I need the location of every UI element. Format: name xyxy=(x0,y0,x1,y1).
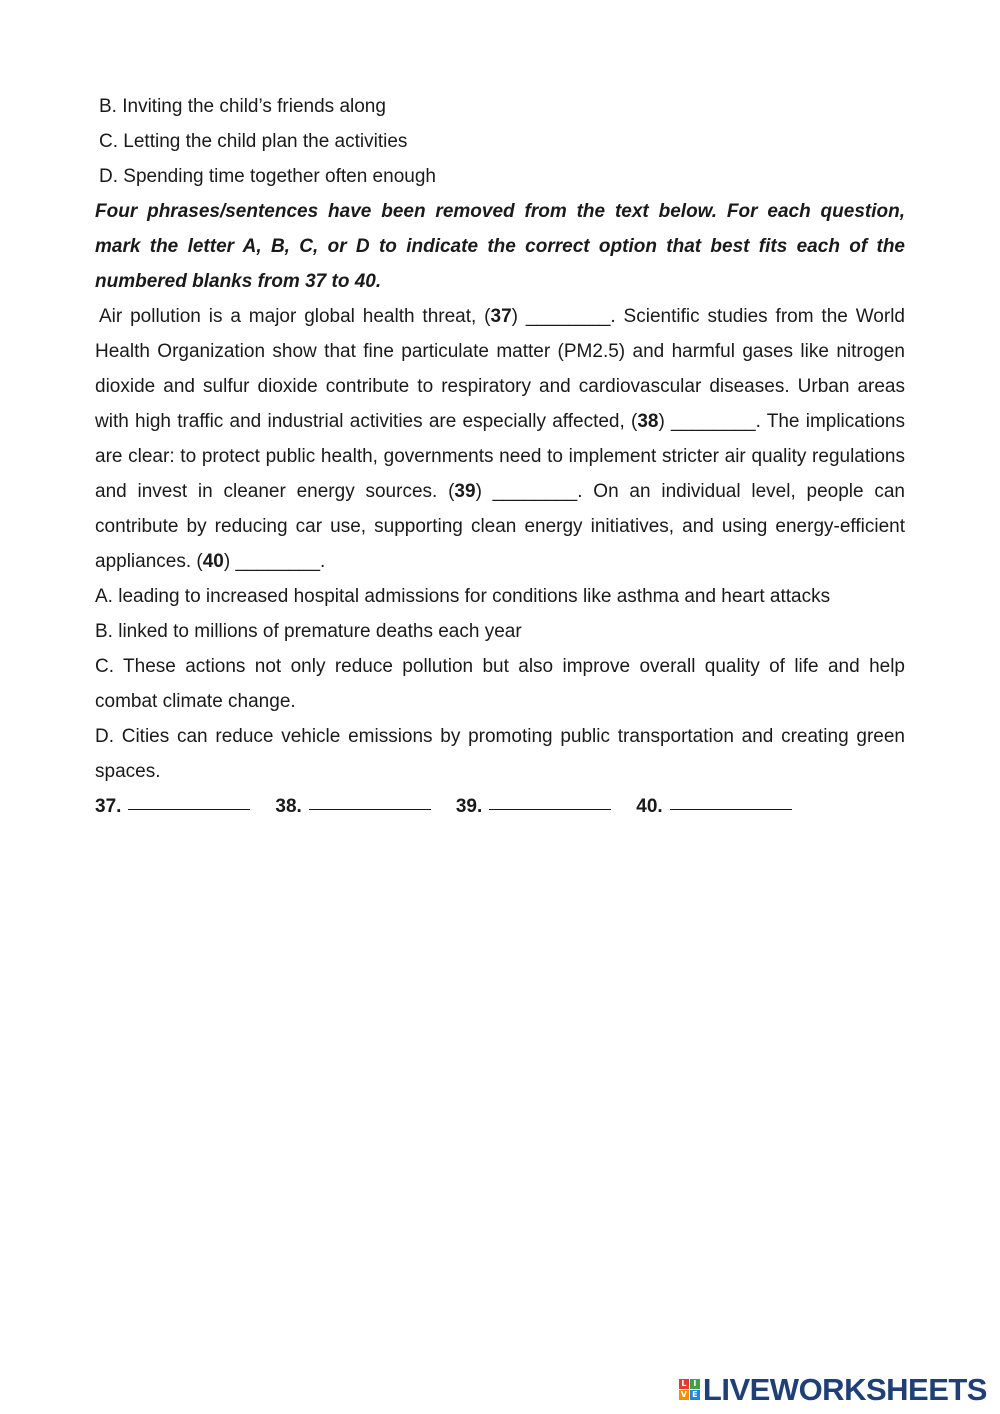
liveworksheets-logo-icon xyxy=(679,1379,700,1400)
liveworksheets-brand xyxy=(679,1374,987,1405)
answer-number: 38. xyxy=(275,796,302,817)
passage-text-4: ) ________. On an individual level, people can contribute by reducing car use, supporting clean energy initiatives, and using energy-efficient appliances. ( xyxy=(95,481,905,572)
passage-text-3: ) ________. The implications are clear: to protect public health, governments need to implement stricter air quality regulations and invest in cleaner energy sources. ( xyxy=(95,411,905,502)
option-b: B. linked to millions of premature deaths each year xyxy=(95,621,522,642)
answer-number: 37. xyxy=(95,796,122,817)
answer-37 xyxy=(95,789,250,824)
answer-blank-40[interactable] xyxy=(670,787,792,810)
prev-option-c: C. Letting the child plan the activities xyxy=(99,131,408,152)
instruction-line-3: numbered blanks from 37 to 40. xyxy=(95,271,382,292)
logo-letter-v: V xyxy=(680,1390,687,1399)
blank-number-37: 37 xyxy=(490,306,512,327)
answer-blank-37[interactable] xyxy=(128,787,250,810)
answer-row xyxy=(95,789,905,824)
worksheet-page xyxy=(95,89,905,824)
answer-number: 39. xyxy=(455,796,483,817)
instruction xyxy=(95,194,905,299)
passage-text-5: ) ________. xyxy=(223,551,326,572)
option-c: C. These actions not only reduce pollution but also improve overall quality of life and help combat climate change. xyxy=(95,656,905,712)
logo-letter-e: E xyxy=(690,1390,700,1400)
logo-letter-l: L xyxy=(679,1379,689,1389)
blank-number-40: 40 xyxy=(202,551,224,572)
passage-text-2: ) ________. Scientific studies from the World Health Organization show that fine particulate matter (PM2.5) and harmful gases like nitrogen dioxide and sulfur dioxide contribute to respiratory and cardiovascular diseases. Urban areas with high traffic and industrial activities are especially affected, ( xyxy=(95,306,905,432)
prev-option-d: D. Spending time together often enough xyxy=(99,166,436,187)
option-d: D. Cities can reduce vehicle emissions by promoting public transportation and creating green spaces. xyxy=(95,726,905,782)
option-a: A. leading to increased hospital admissions for conditions like asthma and heart attacks xyxy=(95,586,831,607)
blank-number-38: 38 xyxy=(637,411,659,432)
answer-40 xyxy=(636,789,791,824)
logo-letter-i: I xyxy=(690,1379,700,1389)
answer-38 xyxy=(275,789,430,824)
answer-blank-38[interactable] xyxy=(309,787,431,810)
brand-name: LIVEWORKSHEETS xyxy=(702,1372,987,1407)
passage xyxy=(95,299,905,579)
answer-number: 40. xyxy=(636,796,663,817)
instruction-line-1: Four phrases/sentences have been removed from the text below. For each question, xyxy=(95,201,905,222)
answer-39 xyxy=(456,789,611,824)
passage-text-1: Air pollution is a major global health threat, ( xyxy=(99,306,491,327)
prev-option-b: B. Inviting the child’s friends along xyxy=(99,96,386,117)
instruction-line-2: mark the letter A, B, C, or D to indicate the correct option that best fits each of the xyxy=(95,236,905,257)
blank-number-39: 39 xyxy=(454,481,476,502)
answer-blank-39[interactable] xyxy=(489,787,611,810)
